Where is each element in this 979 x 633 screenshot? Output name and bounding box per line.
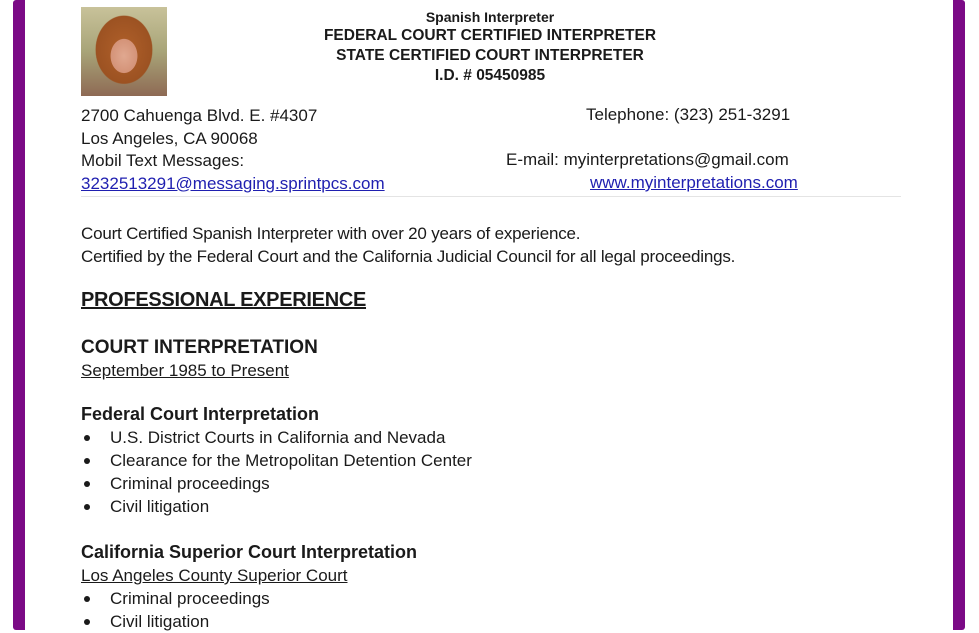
bullet-icon bbox=[84, 435, 90, 441]
subtitle: Spanish Interpreter bbox=[425, 9, 555, 25]
summary bbox=[81, 222, 735, 268]
email: E-mail: myinterpretations@gmail.com bbox=[506, 150, 789, 169]
federal-block bbox=[81, 403, 472, 518]
mobile-label: Mobil Text Messages: bbox=[81, 151, 245, 170]
profile-photo bbox=[81, 7, 167, 96]
telephone: Telephone: (323) 251-3291 bbox=[586, 105, 791, 124]
contact-left bbox=[81, 105, 385, 195]
state-block bbox=[81, 541, 417, 633]
list-item: Criminal proceedings bbox=[81, 587, 417, 610]
list-item: Clearance for the Metropolitan Detention Center bbox=[81, 449, 472, 472]
credential-federal: FEDERAL COURT CERTIFIED INTERPRETER bbox=[323, 27, 657, 44]
bullet-icon bbox=[84, 619, 90, 625]
bullet-icon bbox=[84, 481, 90, 487]
page-border-right bbox=[953, 0, 965, 630]
federal-heading: Federal Court Interpretation bbox=[81, 404, 320, 424]
bullet-icon bbox=[84, 504, 90, 510]
role-dates: September 1985 to Present bbox=[81, 361, 289, 380]
bullet-icon bbox=[84, 458, 90, 464]
name-heading-clipped bbox=[300, 0, 680, 4]
id-number: I.D. # 05450985 bbox=[434, 67, 546, 84]
list-item: Civil litigation bbox=[81, 610, 417, 633]
summary-line: Certified by the Federal Court and the California Judicial Council for all legal proceedings. bbox=[81, 247, 736, 266]
list-item: Civil litigation bbox=[81, 495, 472, 518]
federal-list bbox=[81, 426, 472, 518]
page-border-left bbox=[13, 0, 25, 630]
resume-header bbox=[290, 8, 690, 86]
role-title: COURT INTERPRETATION bbox=[81, 337, 318, 358]
state-heading: California Superior Court Interpretation bbox=[81, 542, 418, 562]
list-item: U.S. District Courts in California and Nevada bbox=[81, 426, 472, 449]
bullet-icon bbox=[84, 596, 90, 602]
credential-state: STATE CERTIFIED COURT INTERPRETER bbox=[336, 47, 644, 64]
section-title-professional-experience: PROFESSIONAL EXPERIENCE bbox=[81, 289, 367, 311]
divider bbox=[81, 196, 901, 197]
summary-line: Court Certified Spanish Interpreter with over 20 years of experience. bbox=[81, 224, 581, 243]
mobile-email-link[interactable]: 3232513291@messaging.sprintpcs.com bbox=[81, 173, 385, 193]
role-block bbox=[81, 336, 318, 382]
state-court: Los Angeles County Superior Court bbox=[81, 566, 348, 585]
website-link[interactable]: www.myinterpretations.com bbox=[590, 173, 798, 192]
address-line-2: Los Angeles, CA 90068 bbox=[81, 128, 258, 148]
state-list bbox=[81, 587, 417, 633]
address-line-1: 2700 Cahuenga Blvd. E. #4307 bbox=[81, 106, 318, 125]
list-item: Criminal proceedings bbox=[81, 472, 472, 495]
